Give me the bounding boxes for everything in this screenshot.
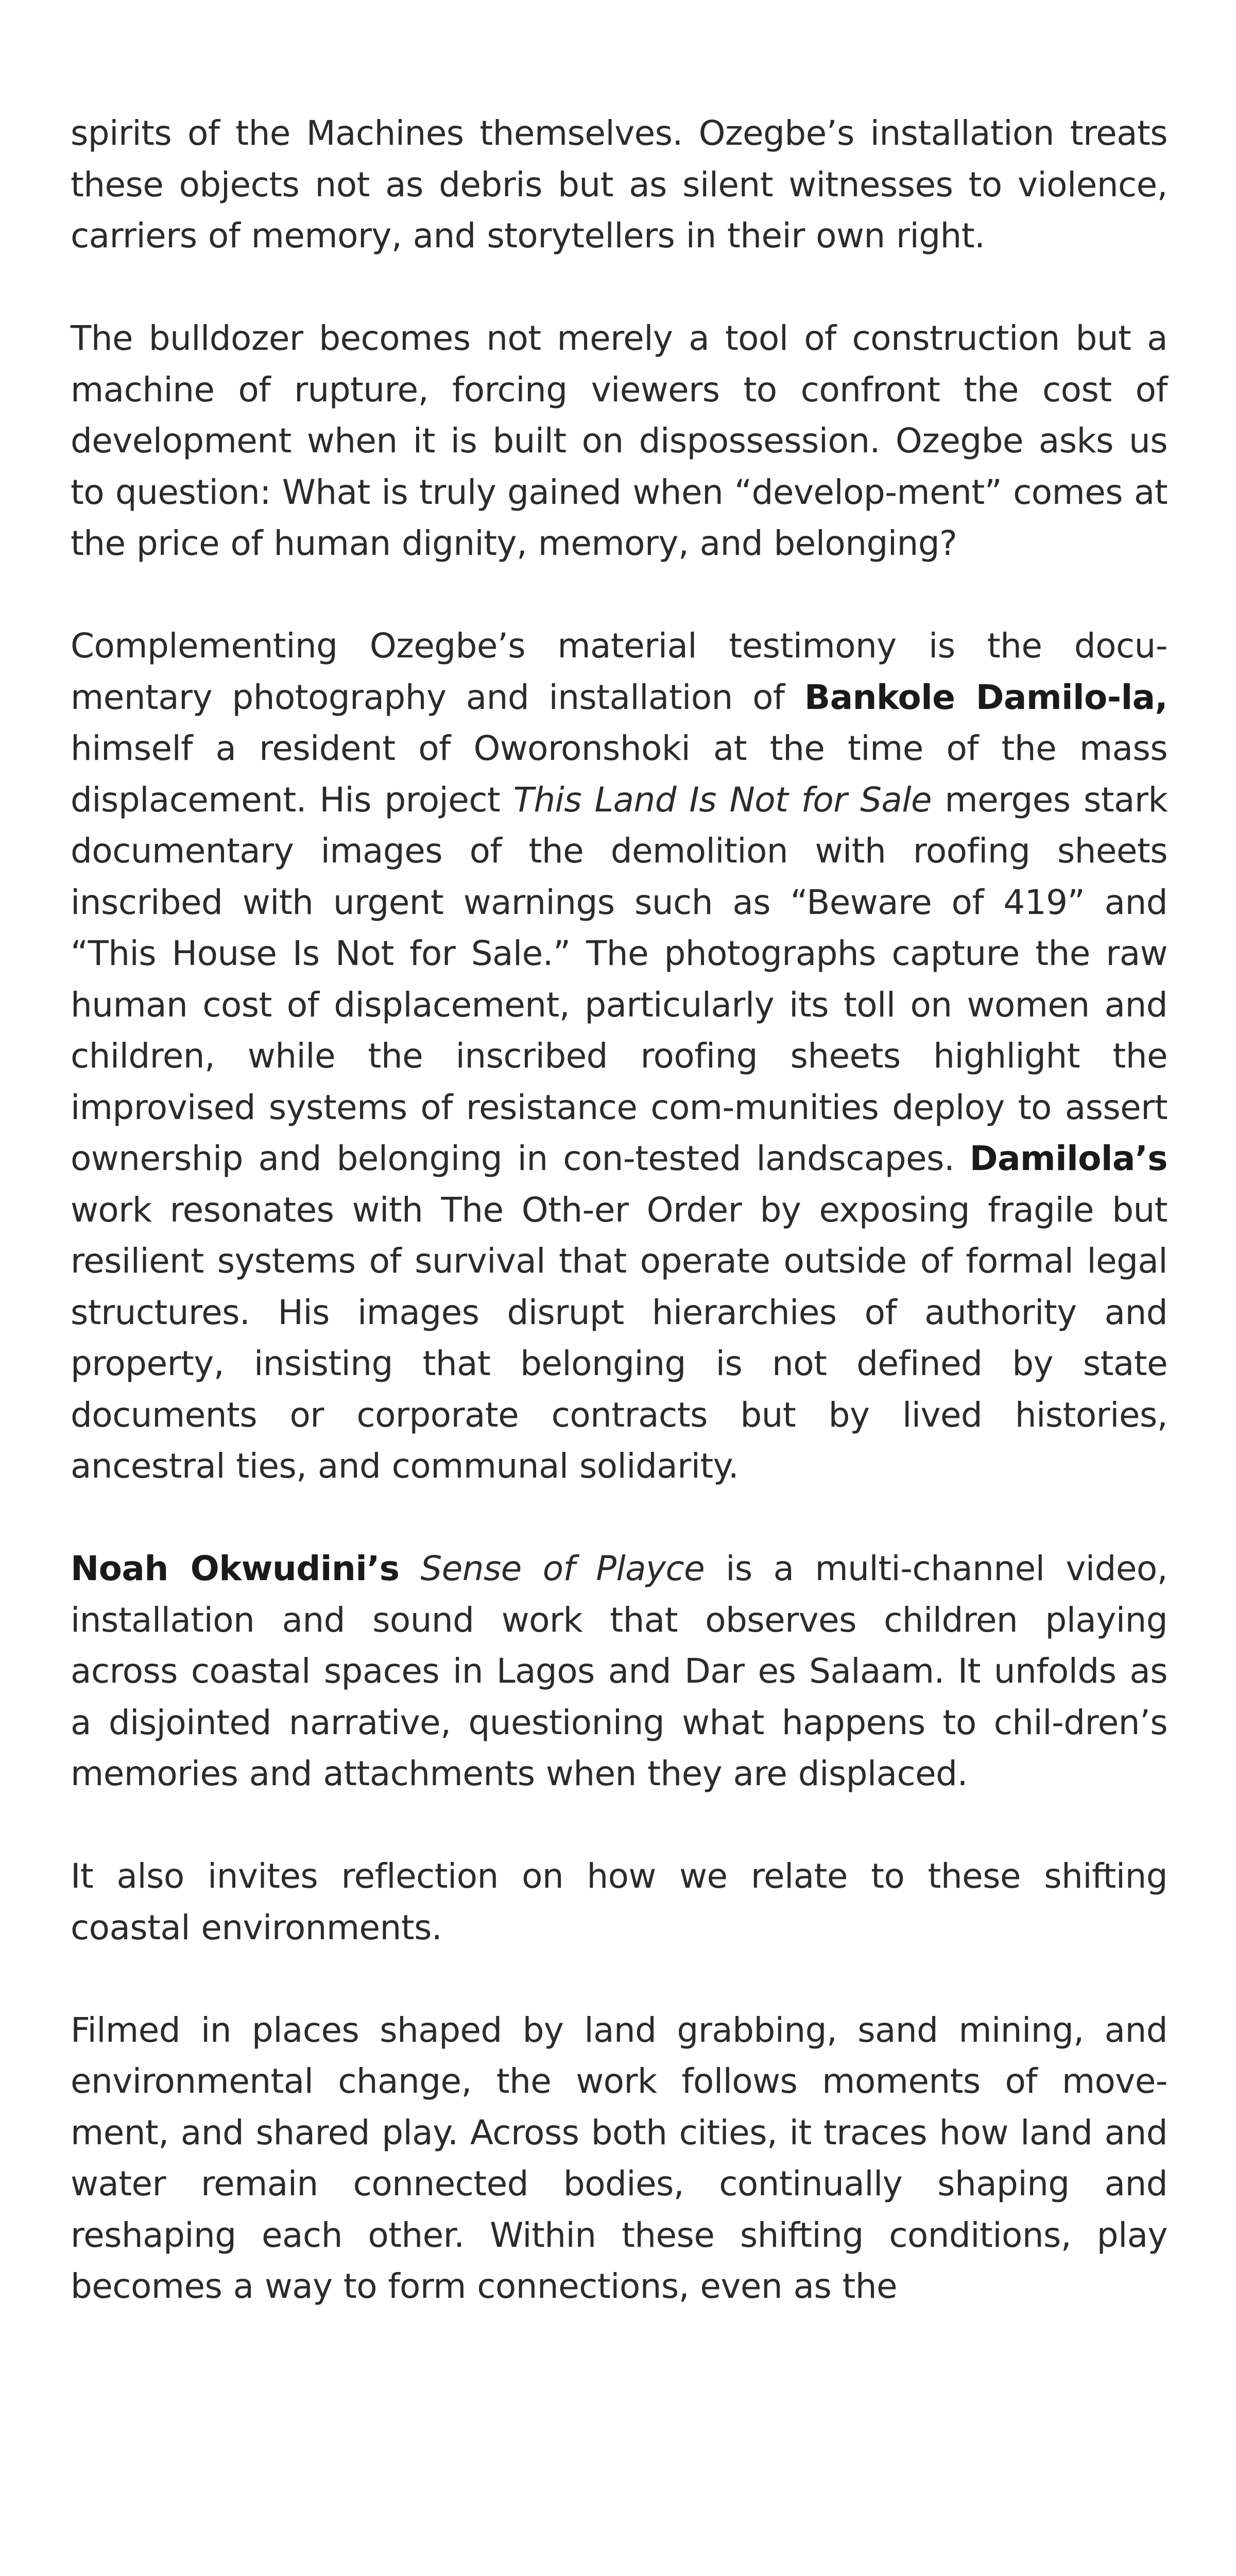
text-segment: spirits of the Machines themselves. Ozegbe’s installation treats these objects not as debris but as silent witnesses to violence, carriers of memory, and storytellers in their own right.	[71, 113, 1168, 256]
paragraph-okwudini	[71, 1543, 1168, 1800]
artist-name-damilola: Damilola’s	[969, 1139, 1168, 1178]
text-segment: work resonates with The Oth-er Order by exposing fragile but resilient systems of survival that operate outside of formal legal structures. His images disrupt hierarchies of authority and property, insisting that belonging is not defined by state documents or corporate contracts but by lived histories, ancestral ties, and communal solidarity.	[71, 1190, 1168, 1486]
work-title-sense-of-playce: Sense of Playce	[420, 1549, 705, 1588]
text-segment: merges stark documentary images of the demolition with roofing sheets inscribed with urgent warnings such as “Beware of 419” and “This House Is Not for Sale.” The photographs capture the raw human cost of displacement, particularly its toll on women and children, while the inscribed roofing sheets highlight the improvised systems of resistance com-munities deploy to assert ownership and belonging in con-tested landscapes.	[71, 779, 1168, 1178]
text-segment: Filmed in places shaped by land grabbing, sand mining, and environmental change, the work follows moments of move-ment, and shared play. Across both cities, it traces how land and water remain connected bodies, continually shaping and reshaping each other. Within these shifting conditions, play becomes a way to form connections, even as the	[71, 2010, 1168, 2306]
paragraph-damilola	[71, 620, 1168, 1492]
document-body	[71, 108, 1168, 2363]
paragraph-bulldozer	[71, 313, 1168, 569]
text-segment	[399, 1549, 420, 1588]
text-segment: is a multi-channel video, installation and sound work that observes children playing across coastal spaces in Lagos and Dar es Salaam. It unfolds as a disjointed narrative, questioning what happens to chil-dren’s memories and attachments when they are displaced.	[71, 1549, 1168, 1793]
paragraph-ozegbe-objects	[71, 108, 1168, 262]
text-segment: It also invites reflection on how we relate to these shifting coastal environments.	[71, 1856, 1168, 1947]
paragraph-filmed	[71, 2005, 1168, 2312]
paragraph-reflection	[71, 1851, 1168, 1953]
work-title-this-land-is-not-for-sale: This Land Is Not for Sale	[513, 779, 932, 820]
artist-name-noah-okwudini: Noah Okwudini’s	[71, 1549, 400, 1588]
text-segment: himself a resident of Oworonshoki at the time of the mass displacement. His project	[71, 728, 1168, 820]
artist-name-bankole-damilola: Bankole Damilo-la,	[804, 677, 1168, 717]
text-segment: Complementing Ozegbe’s material testimony is the docu-mentary photography and installation of	[71, 626, 1168, 717]
text-segment: The bulldozer becomes not merely a tool of construction but a machine of rupture, forcing viewers to confront the cost of development when it is built on dispossession. Ozegbe asks us to question: What is truly gained when “develop-ment” comes at the price of human dignity, memory, and belonging?	[71, 318, 1168, 563]
